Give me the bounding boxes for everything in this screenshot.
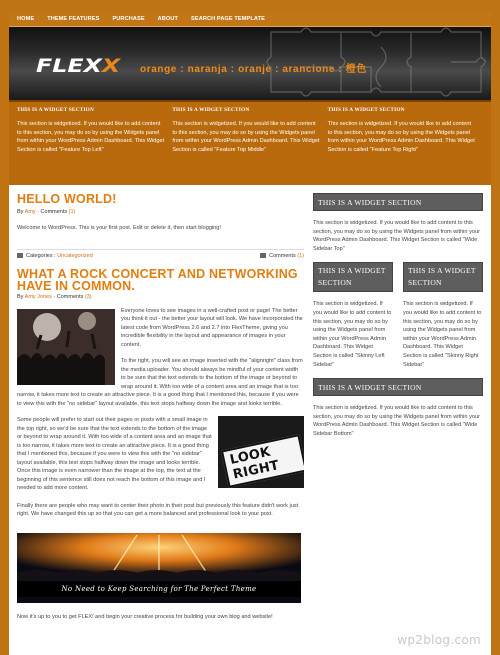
- post-hello-world: [17, 193, 304, 261]
- by-label: By: [17, 293, 24, 300]
- look-right-image: [218, 416, 304, 488]
- skinny-right-sidebar: [403, 262, 483, 369]
- widget-text: This section is widgetized. If you would like to add content to this section, you may do so by using the Widgets panel from within your WordPress Admin Dashboard. This Widget Section is called "Skinny Left Sidebar": [313, 301, 392, 368]
- feature-top-middle: [172, 107, 327, 185]
- by-label: By: [17, 209, 24, 215]
- nav-theme-features[interactable]: THEME FEATURES: [47, 16, 100, 22]
- widget-text: This section is widgetized. If you would like to add content to this section, you may do so by using the Widgets panel from within your WordPress Admin Dashboard. This Widget Section is called "Feature Top Middle": [172, 121, 320, 153]
- category-link[interactable]: Uncategorized: [57, 253, 93, 259]
- stage-banner-image: [17, 533, 301, 603]
- widget-title: THIS IS A WIDGET SECTION: [17, 107, 95, 113]
- page-frame: [9, 12, 491, 655]
- nav-home[interactable]: HOME: [17, 16, 35, 22]
- logo-text: FLEX: [36, 55, 102, 77]
- comments-footer-label: Comments: [269, 253, 296, 259]
- sidebar: [313, 193, 483, 439]
- comment-icon: [260, 253, 266, 258]
- nav-purchase[interactable]: PURCHASE: [112, 16, 145, 22]
- comments-label: · Comments: [53, 293, 84, 300]
- folder-icon: [17, 253, 23, 258]
- comments-footer-count[interactable]: (1): [297, 253, 304, 259]
- author-link[interactable]: Amy: [24, 209, 36, 215]
- feature-top-right: [328, 107, 483, 185]
- widget-title: THIS IS A WIDGET SECTION: [172, 107, 250, 113]
- widget-text: This section is widgetized. If you would like to add content to this section, you may do so by using the Widgets panel from within your WordPress Admin Dashboard. This Widget Section is called "Skinny Right Sidebar": [403, 301, 482, 368]
- widget-title: THIS IS A WIDGET SECTION: [313, 378, 483, 396]
- paragraph: Some people will prefer to start out their pages or posts with a small image in the top right, so we'd be sure that the text extends to the bottom of the image or beyond to wrap around it. With too wide of a content area and an image that is too narrow, it takes more text to create an attractive piece. It is a good thing that I mentioned this, because if you were to view this with the "no sidebar" layout available, this text stops halfway down the image and looks terrible. Once this image is even narrower than the image at the top, the text at the beginning of this sentence still does not reach the bottom of this image and I needed to add more content.: [17, 417, 212, 491]
- feature-top-left: [17, 107, 172, 185]
- paragraph: Everyone loves to see images in a well-crafted post or page! The better you think it out - the better your layout will look. We have incorporated the latest code from WordPress 2.6 and 2.7 into FlexTheme, giving you incredible flexibility in the layout and appearance of images in your content.: [121, 307, 303, 348]
- watermark-text: wp2blog.com: [397, 633, 481, 647]
- author-link[interactable]: Amy Jones: [24, 293, 52, 300]
- post-title[interactable]: HELLO WORLD!: [17, 192, 117, 206]
- comments-count-link[interactable]: (1): [68, 209, 76, 215]
- comments-label: · Comments: [37, 209, 68, 215]
- widget-title: THIS IS A WIDGET SECTION: [313, 262, 393, 292]
- post-rock-concert: [17, 268, 304, 622]
- site-tagline: orange : naranja : oranje : arancione : 橙色: [140, 64, 367, 75]
- post-title[interactable]: WHAT A ROCK CONCERT AND NETWORKING HAVE IN COMMON.: [17, 266, 298, 293]
- widget-title: THIS IS A WIDGET SECTION: [327, 107, 405, 113]
- nav-about[interactable]: ABOUT: [157, 16, 179, 22]
- wide-sidebar-bottom: [313, 378, 483, 438]
- top-navigation: [9, 12, 491, 27]
- nav-search-page-template[interactable]: SEARCH PAGE TEMPLATE: [191, 16, 265, 22]
- paragraph: Finally there are people who may want to center their photo in their post but previously this feature didn't work just right. We have changed this up so that you can get a more balanced and professional look to your post.: [17, 502, 299, 517]
- concert-crowd-illustration: [17, 309, 115, 385]
- site-header: [9, 27, 491, 100]
- widget-text: This section is widgetized. If you would like to add content to this section, you may do so by using the Widgets panel from within your WordPress Admin Dashboard. This Widget Section is called "Feature Top Left": [17, 121, 165, 153]
- widget-text: This section is widgetized. If you would like to add content to this section, you may do so by using the Widgets panel from within your WordPress Admin Dashboard. This Widget Section is called "Wide Sidebar Top": [313, 220, 480, 252]
- widget-title: THIS IS A WIDGET SECTION: [403, 262, 483, 292]
- concert-crowd-image: [17, 309, 115, 385]
- content-column: [17, 187, 304, 621]
- categories: [17, 253, 93, 259]
- widget-title: THIS IS A WIDGET SECTION: [313, 193, 483, 211]
- feature-top-band: [9, 100, 491, 185]
- comments-footer: [260, 253, 304, 259]
- paragraph: To the right, you will see an image inserted with the "alignright" class from the media uploader. You should always be mindful of your content width to be sure that the text extends to the bottom of the image or beyond to wrap around it. With too wide of a content area and an image that is too narrow, it takes more text to create an attractive piece. It is a good thing that I mentioned this, because if you were to view this with the "no sidebar" layout available, this text stops halfway down the image and looks terrible.: [17, 358, 303, 407]
- skinny-left-sidebar: [313, 262, 393, 369]
- main-area: [9, 187, 491, 655]
- comments-count-link[interactable]: (3): [84, 293, 92, 300]
- post-body: [17, 307, 304, 622]
- post-body: Welcome to WordPress. This is your first post. Edit or delete it, then start blogging!: [17, 225, 221, 231]
- look-right-sign: LOOK RIGHT: [221, 434, 304, 488]
- logo-accent-letter: X: [101, 55, 121, 77]
- post-footer: [17, 249, 304, 261]
- categories-label: Categories :: [26, 253, 56, 259]
- wide-sidebar-top: [313, 193, 483, 253]
- banner-caption: No Need to Keep Searching for The Perfect Theme: [17, 581, 301, 597]
- post-meta: [17, 294, 304, 300]
- skinny-sidebars: [313, 262, 483, 369]
- widget-text: This section is widgetized. If you would like to add content to this section, you may do so by using the Widgets panel from within your WordPress Admin Dashboard. This Widget Section is called "Feature Top Right": [327, 121, 475, 153]
- widget-text: This section is widgetized. If you would like to add content to this section, you may do so by using the Widgets panel from within your WordPress Admin Dashboard. This Widget Section is called "Wide Sidebar Bottom": [313, 405, 480, 437]
- paragraph: Now it's up to you to get FLEX! and begin your creative process for building your own blog and website!: [17, 613, 273, 620]
- site-logo[interactable]: [36, 55, 121, 77]
- post-meta: [17, 209, 304, 215]
